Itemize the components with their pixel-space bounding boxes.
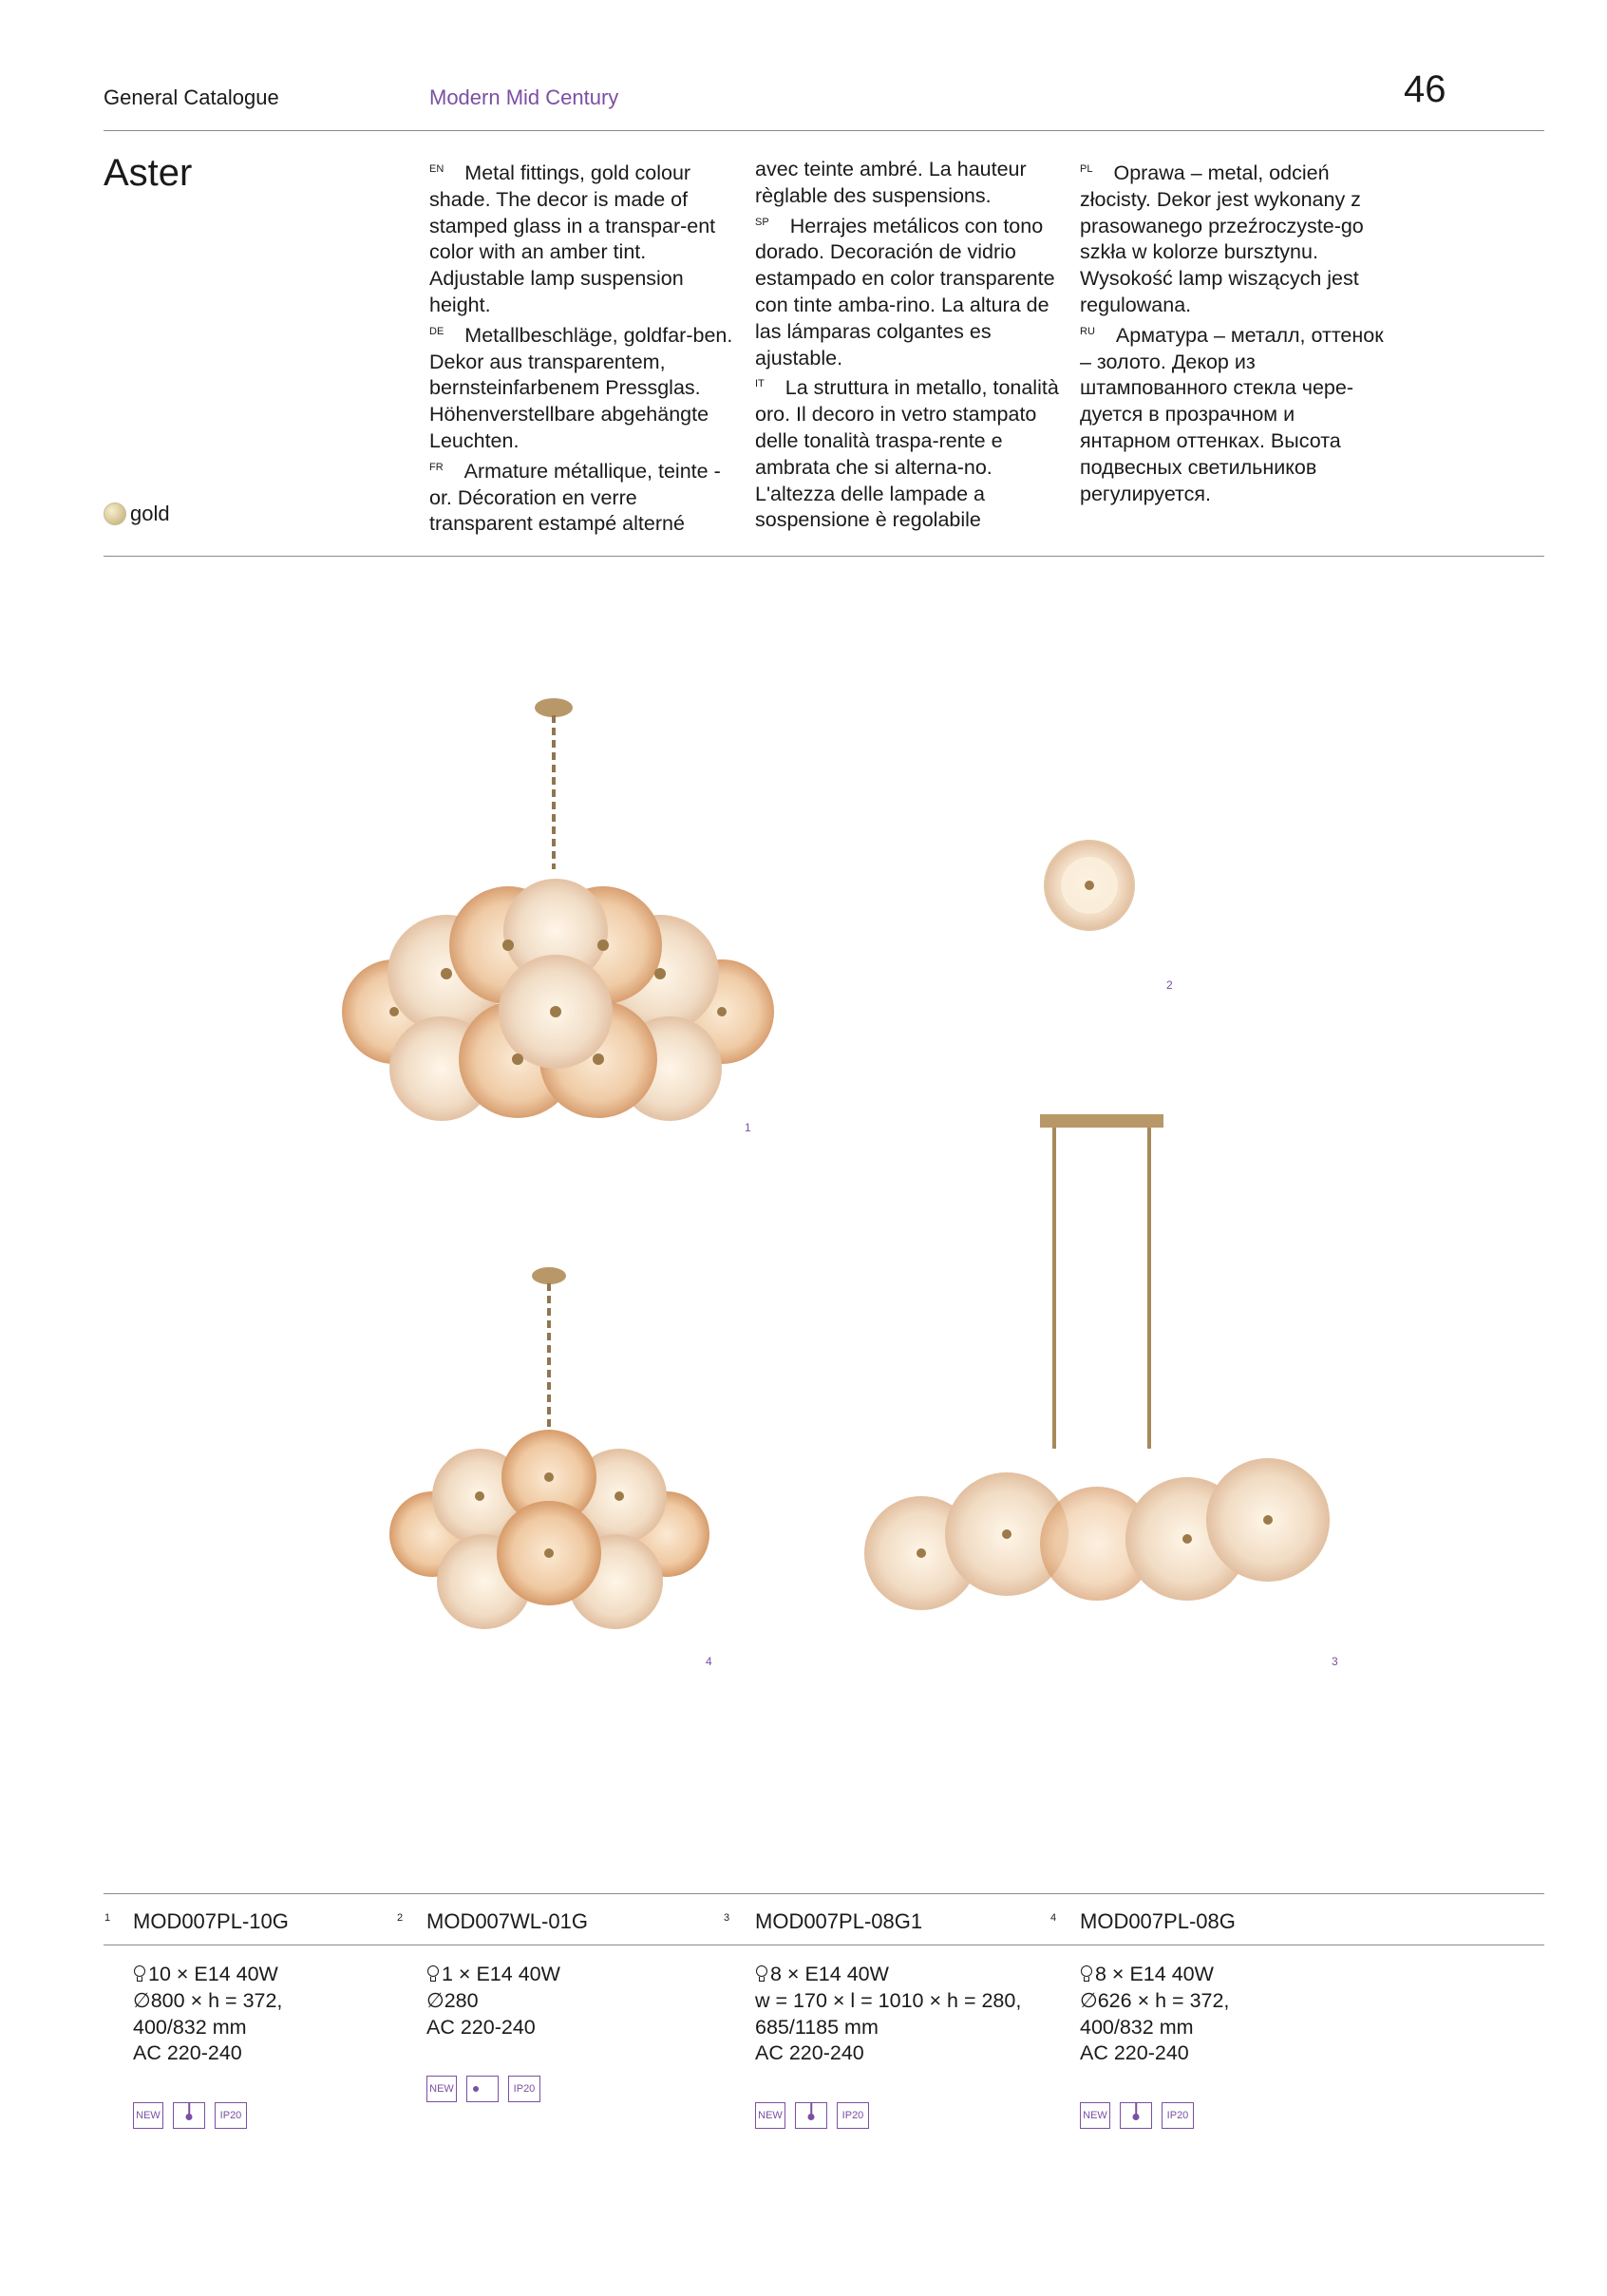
product-index-1: 1	[104, 1912, 111, 1924]
spec-dims-1a: ∅800 × h = 372,	[133, 1988, 283, 2012]
spec-lamps-3: 8 × E14 40W	[770, 1963, 889, 1985]
product-code-1: MOD007PL-10G	[133, 1909, 289, 1933]
lang-code-it: IT	[755, 378, 765, 390]
header-divider	[104, 130, 1544, 131]
spec-dims-3b: 685/1185 mm	[755, 2015, 879, 2039]
lang-code-fr: FR	[429, 461, 444, 473]
bulb-icon	[133, 1965, 146, 1983]
product-index-3: 3	[724, 1912, 730, 1924]
product-spec-1	[133, 1962, 418, 2067]
desc-ru	[1080, 319, 1384, 508]
spec-lamps-2: 1 × E14 40W	[442, 1963, 560, 1985]
desc-fr-cont: avec teinte ambré. La hauteur règlable des suspensions.	[755, 158, 1027, 207]
description-column-3	[1080, 157, 1384, 507]
desc-fr-text: Armature métallique, teinte - or. Décoration en verre transparent estampé alterné	[429, 459, 721, 536]
figure-label-2: 2	[1166, 978, 1173, 992]
desc-sp	[755, 210, 1059, 372]
description-column-1	[429, 157, 733, 538]
collection-name: Modern Mid Century	[429, 85, 619, 109]
ip20-badge: IP20	[1162, 2102, 1194, 2129]
ip20-badge: IP20	[837, 2102, 869, 2129]
product-spec-2	[426, 1962, 711, 2040]
page-number: 46	[1404, 68, 1446, 110]
lang-code-de: DE	[429, 325, 444, 337]
desc-de-text: Metallbeschläge, goldfar-ben. Dekor aus transparentem, bernsteinfarbenem Pressglas. Höhenverstellbare abgehängte Leuchten.	[429, 323, 733, 452]
product-index-4: 4	[1050, 1912, 1057, 1924]
bulb-icon	[426, 1965, 440, 1983]
linear-chandelier-image	[860, 1107, 1353, 1639]
description-divider	[104, 556, 1544, 557]
lang-code-ru: RU	[1080, 325, 1095, 337]
badges-3	[755, 2102, 869, 2129]
ip20-badge: IP20	[215, 2102, 247, 2129]
spec-dims-1b: 400/832 mm	[133, 2015, 247, 2039]
desc-en	[429, 157, 733, 319]
product-code-2: MOD007WL-01G	[426, 1909, 588, 1933]
bulb-icon	[1080, 1965, 1093, 1983]
new-badge: NEW	[133, 2102, 163, 2129]
pendant-icon	[795, 2102, 827, 2129]
lang-code-pl: PL	[1080, 163, 1093, 175]
figure-label-4: 4	[706, 1655, 712, 1668]
new-badge: NEW	[755, 2102, 785, 2129]
finish-label: gold	[130, 502, 170, 525]
chandelier-8-image	[408, 1259, 693, 1639]
desc-it	[755, 371, 1059, 534]
product-index-2: 2	[397, 1912, 404, 1924]
spec-top-divider	[104, 1893, 1544, 1894]
spec-voltage-4: AC 220-240	[1080, 2041, 1189, 2065]
figure-label-1: 1	[745, 1121, 751, 1134]
new-badge: NEW	[1080, 2102, 1110, 2129]
spec-voltage-2: AC 220-240	[426, 2015, 536, 2039]
badges-4	[1080, 2102, 1194, 2129]
bulb-icon	[755, 1965, 768, 1983]
chandelier-10-image	[366, 689, 765, 1126]
lang-code-sp: SP	[755, 216, 769, 228]
desc-pl	[1080, 157, 1384, 319]
spec-lamps-1: 10 × E14 40W	[148, 1963, 278, 1985]
product-spec-3	[755, 1962, 1068, 2067]
desc-ru-text: Арматура – металл, оттенок – золото. Декор из штампованного стекла чере-дуется в прозрачном и янтарном оттенках. Высота подвесных светильников регулируется.	[1080, 323, 1384, 505]
spec-lamps-4: 8 × E14 40W	[1095, 1963, 1214, 1985]
catalogue-title: General Catalogue	[104, 85, 279, 109]
badges-2	[426, 2076, 540, 2102]
spec-dims-4a: ∅626 × h = 372,	[1080, 1988, 1230, 2012]
lang-code-en: EN	[429, 163, 444, 175]
desc-sp-text: Herrajes metálicos con tono dorado. Decoración de vidrio estampado en color transparente con tinte amba-rino. La altura de las lámparas colgantes es ajustable.	[755, 214, 1055, 370]
spec-voltage-3: AC 220-240	[755, 2041, 864, 2065]
pendant-icon	[173, 2102, 205, 2129]
desc-en-text: Metal fittings, gold colour shade. The decor is made of stamped glass in a transpar-ent color with an amber tint. Adjustable lamp suspension height.	[429, 161, 716, 316]
wall-lamp-image	[1042, 838, 1137, 933]
product-spec-4	[1080, 1962, 1365, 2067]
pendant-icon	[1120, 2102, 1152, 2129]
spec-dims-3a: w = 170 × l = 1010 × h = 280,	[755, 1988, 1022, 2012]
spec-dims-4b: 400/832 mm	[1080, 2015, 1194, 2039]
description-column-2	[755, 157, 1059, 534]
product-code-4: MOD007PL-08G	[1080, 1909, 1236, 1933]
badges-1	[133, 2102, 247, 2129]
desc-it-text: La struttura in metallo, tonalità oro. Il decoro in vetro stampato delle tonalità traspa-rente e ambrata che si alterna-no. L'altezza delle lampade a sospensione è regolabile	[755, 376, 1059, 532]
product-code-3: MOD007PL-08G1	[755, 1909, 923, 1933]
spec-dims-2a: ∅280	[426, 1988, 479, 2012]
desc-pl-text: Oprawa – metal, odcień złocisty. Dekor jest wykonany z prasowanego przeźroczyste-go szkła w kolorze bursztynu. Wysokość lamp wiszących jest regulowana.	[1080, 161, 1364, 316]
spec-voltage-1: AC 220-240	[133, 2041, 242, 2065]
product-name: Aster	[104, 152, 193, 194]
new-badge: NEW	[426, 2076, 457, 2102]
gold-swatch-icon	[104, 503, 126, 525]
finish-legend	[104, 502, 170, 526]
desc-de	[429, 319, 733, 455]
desc-fr	[429, 455, 733, 538]
ip20-badge: IP20	[508, 2076, 540, 2102]
figure-label-3: 3	[1332, 1655, 1338, 1668]
wall-icon	[466, 2076, 499, 2102]
